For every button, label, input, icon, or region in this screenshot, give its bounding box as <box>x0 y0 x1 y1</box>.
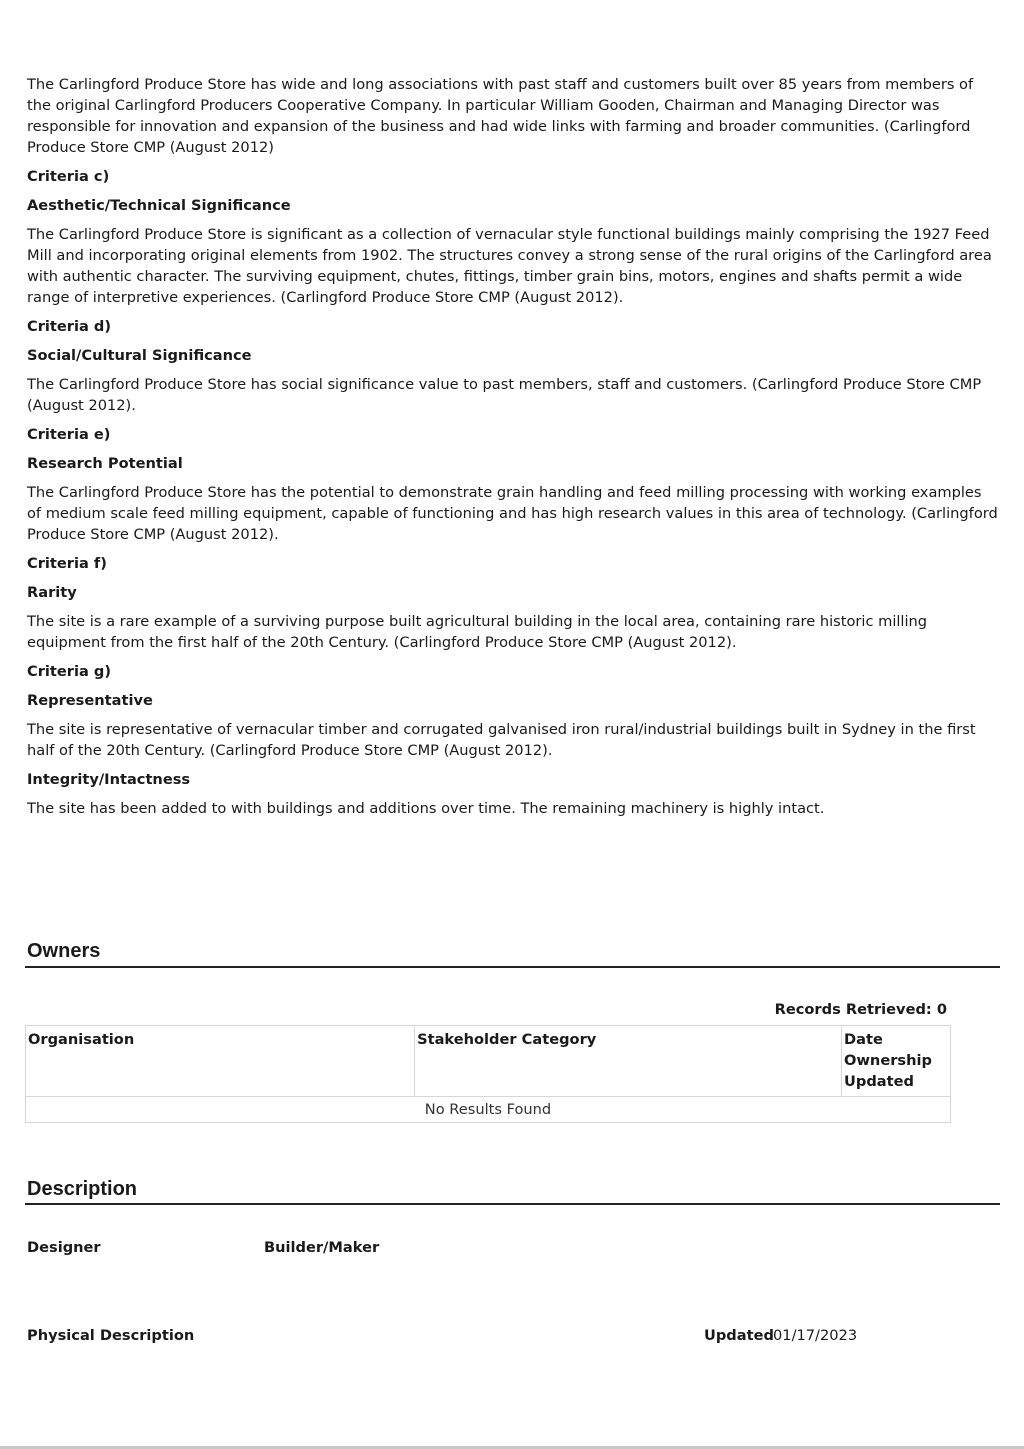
owners-table-header-row <box>26 1026 951 1097</box>
integrity-heading: Integrity/Intactness <box>27 771 191 788</box>
criteria-e-label: Criteria e) <box>27 426 111 443</box>
criteria-e-heading: Research Potential <box>27 455 183 472</box>
owners-table <box>25 1025 951 1123</box>
column-stakeholder-category[interactable]: Stakeholder Category <box>415 1026 842 1097</box>
column-organisation[interactable]: Organisation <box>26 1026 415 1097</box>
builder-maker-label: Builder/Maker <box>264 1239 380 1256</box>
significance-section <box>27 74 999 827</box>
intro-paragraph: The Carlingford Produce Store has wide and long associations with past staff and customers built over 85 years from members of the original Carlingford Producers Cooperative Company. In particular William Gooden, Chairman and Managing Director was responsible for innovation and expansion of the business and had wide links with farming and broader communities. (Carlingford Produce Store CMP (August 2012) <box>27 76 974 156</box>
criteria-c-heading: Aesthetic/Technical Significance <box>27 197 291 214</box>
criteria-f-heading: Rarity <box>27 584 77 601</box>
physical-description-label: Physical Description <box>27 1327 195 1344</box>
updated-label: Updated <box>704 1327 774 1344</box>
criteria-g-text: The site is representative of vernacular timber and corrugated galvanised iron rural/industrial buildings built in Sydney in the first half of the 20th Century. (Carlingford Produce Store CMP (August 2012). <box>27 721 976 759</box>
criteria-e-text: The Carlingford Produce Store has the potential to demonstrate grain handling and feed milling processing with working examples of medium scale feed milling equipment, capable of functioning and has high research values in this area of technology. (Carlingford Produce Store CMP (August 2012). <box>27 484 998 543</box>
column-date-ownership-updated[interactable]: Date Ownership Updated <box>842 1026 951 1097</box>
criteria-g-label: Criteria g) <box>27 663 112 680</box>
description-title: Description <box>27 1178 138 1200</box>
no-results-cell: No Results Found <box>26 1097 951 1123</box>
criteria-d-heading: Social/Cultural Significance <box>27 347 252 364</box>
integrity-text: The site has been added to with buildings and additions over time. The remaining machinery is highly intact. <box>27 800 825 817</box>
description-divider <box>25 1203 1000 1205</box>
updated-date: 01/17/2023 <box>773 1327 858 1344</box>
owners-divider <box>25 966 1000 968</box>
owners-title: Owners <box>27 940 101 962</box>
table-row <box>26 1097 951 1123</box>
designer-label: Designer <box>27 1239 101 1256</box>
criteria-f-text: The site is a rare example of a surviving purpose built agricultural building in the local area, containing rare historic milling equipment from the first half of the 20th Century. (Carlingford Produce Store CMP (August 2012). <box>27 613 928 651</box>
records-retrieved: Records Retrieved: 0 <box>774 1001 947 1018</box>
criteria-d-label: Criteria d) <box>27 318 112 335</box>
criteria-c-text: The Carlingford Produce Store is significant as a collection of vernacular style functional buildings mainly comprising the 1927 Feed Mill and incorporating original elements from 1902. The structures convey a strong sense of the rural origins of the Carlingford area with authentic character. The surviving equipment, chutes, fittings, timber grain bins, motors, engines and shafts permit a wide range of interpretive experiences. (Carlingford Produce Store CMP (August 2012). <box>27 226 992 306</box>
criteria-c-label: Criteria c) <box>27 168 110 185</box>
criteria-f-label: Criteria f) <box>27 555 107 572</box>
criteria-d-text: The Carlingford Produce Store has social significance value to past members, staff and customers. (Carlingford Produce Store CMP (August 2012). <box>27 376 982 414</box>
criteria-g-heading: Representative <box>27 692 153 709</box>
